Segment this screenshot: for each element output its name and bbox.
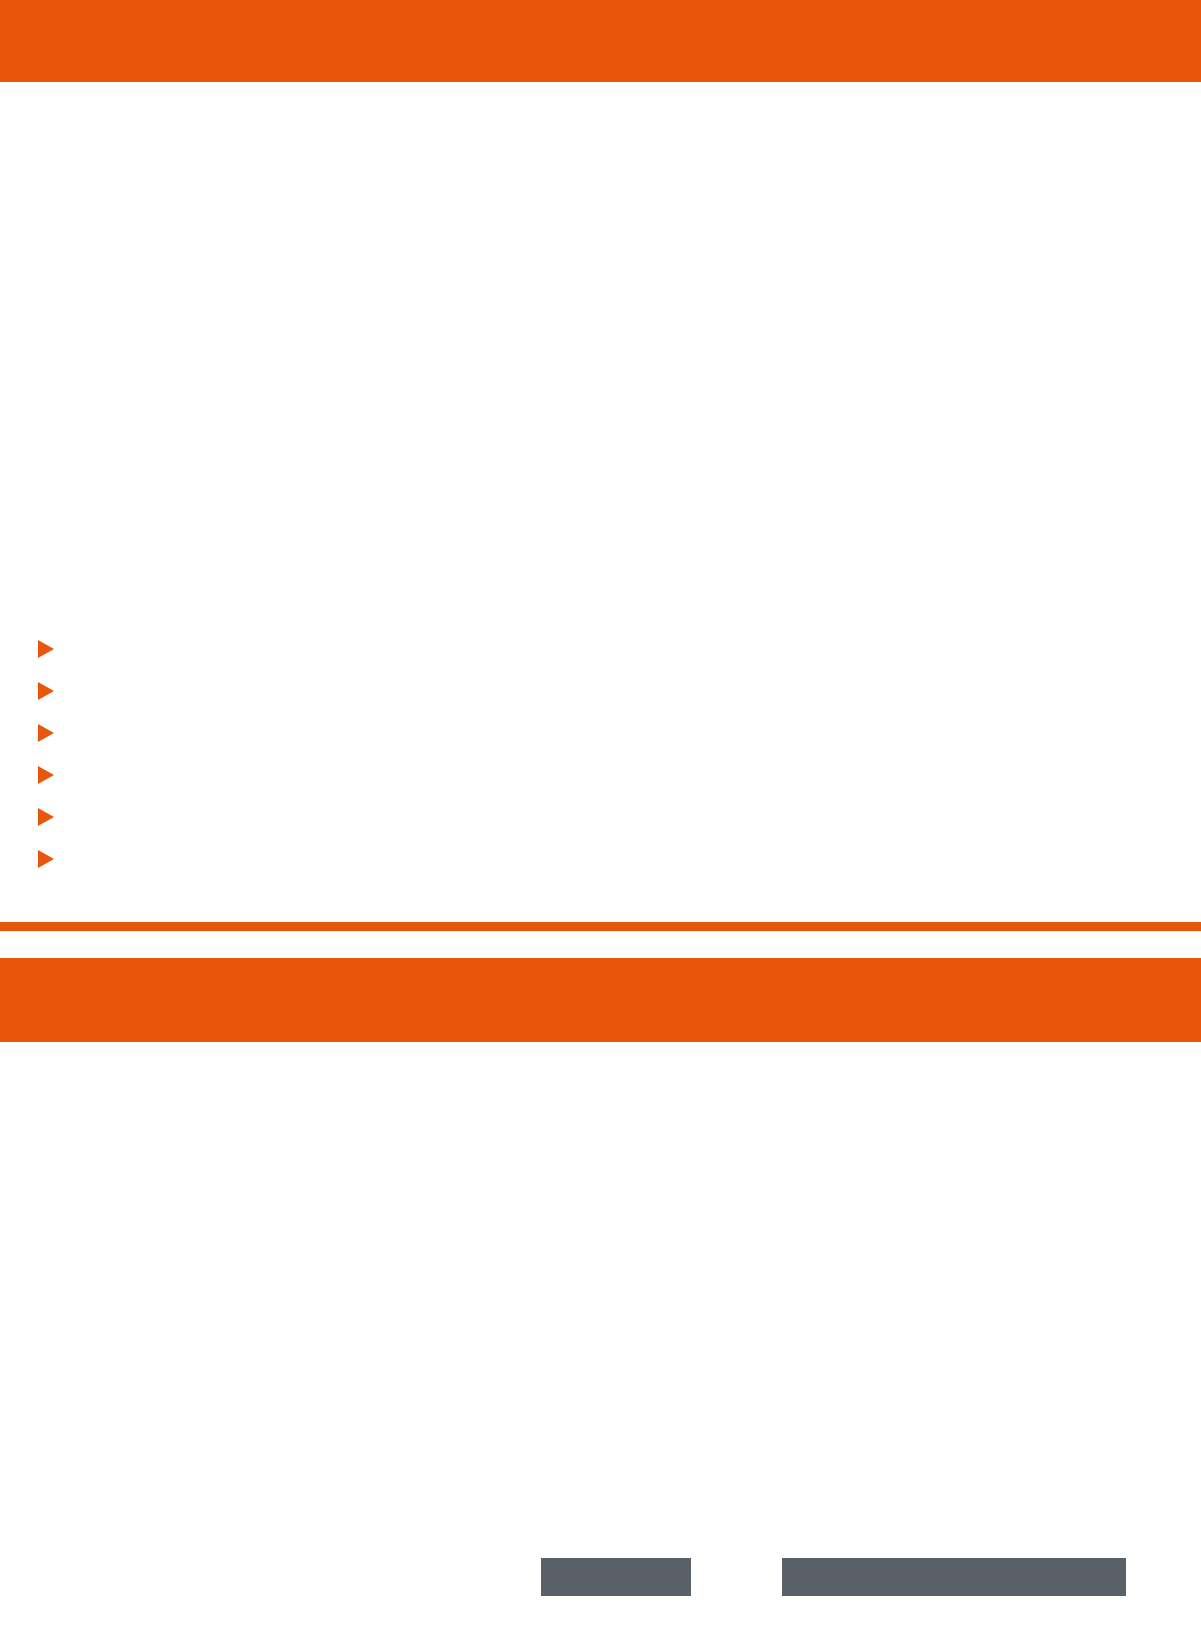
list-item xyxy=(38,800,64,842)
sensor-tag xyxy=(782,1558,1126,1596)
bullet-triangle-icon xyxy=(38,640,54,658)
section-divider xyxy=(0,922,1201,931)
bullet-triangle-icon xyxy=(38,682,54,700)
conductor-tag xyxy=(541,1558,691,1596)
list-item xyxy=(38,632,64,674)
list-item xyxy=(38,758,64,800)
rack-requirements-list xyxy=(38,632,64,884)
bullet-triangle-icon xyxy=(38,850,54,868)
list-item xyxy=(38,674,64,716)
bullet-triangle-icon xyxy=(38,766,54,784)
section-banner-navigation xyxy=(0,958,1201,1042)
list-item xyxy=(38,842,64,884)
bullet-triangle-icon xyxy=(38,808,54,826)
bullet-triangle-icon xyxy=(38,724,54,742)
list-item xyxy=(38,716,64,758)
